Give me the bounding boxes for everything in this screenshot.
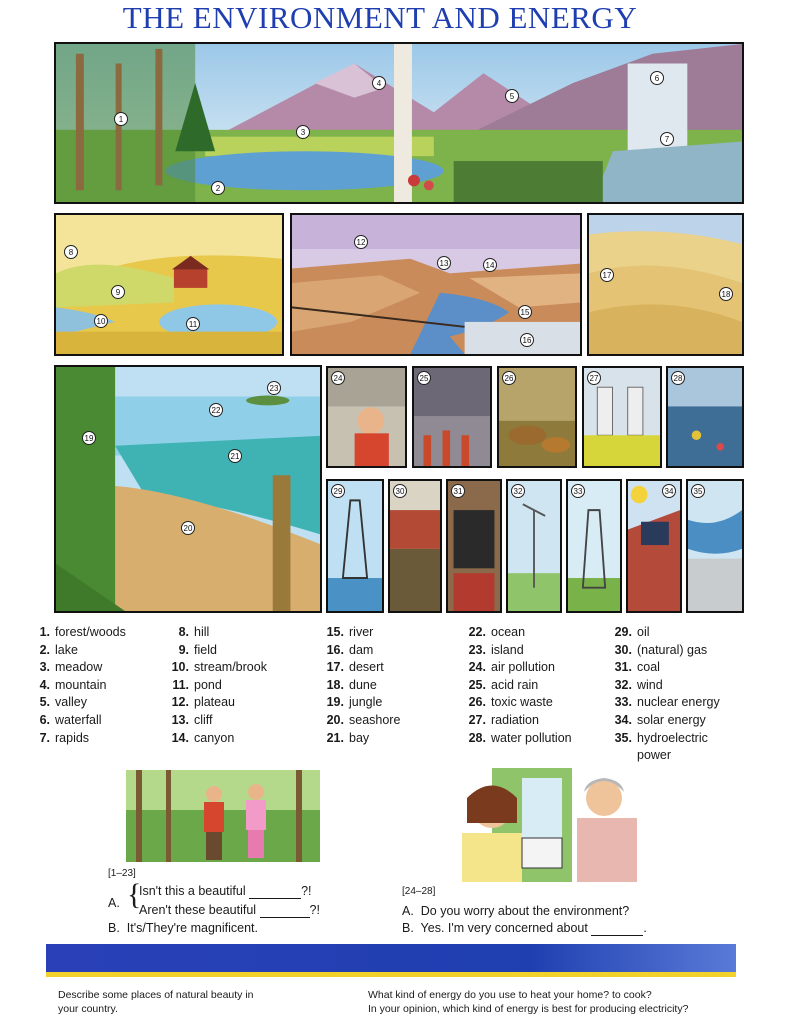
vocab-number: 22. (468, 625, 486, 639)
dialog-left-blank-1 (249, 884, 301, 899)
vocab-number: 19. (326, 695, 344, 710)
landscape-illustration (56, 44, 742, 202)
vocab-word: hill (194, 625, 210, 639)
seashore-panel (54, 365, 322, 613)
vocab-item (167, 624, 267, 642)
vocab-number: 25. (468, 677, 486, 692)
vocab-item (464, 712, 572, 730)
vocab-item (610, 659, 720, 677)
marker-21: 21 (228, 449, 242, 463)
vocab-number: 2. (39, 642, 50, 657)
vocab-number: 11. (172, 677, 189, 692)
oil-illustration (328, 481, 382, 611)
hydroelectric-power-illustration (688, 481, 742, 611)
wind-illustration (508, 481, 560, 611)
coal-illustration (448, 481, 500, 611)
vocab-word: island (491, 642, 524, 657)
marker-4: 4 (372, 76, 386, 90)
page-title: THE ENVIRONMENT AND ENERGY (122, 0, 638, 35)
vocab-item (322, 730, 400, 748)
landscape-panel (54, 42, 744, 204)
vocab-item (322, 659, 400, 677)
dialog-right-blank (591, 921, 643, 936)
vocab-column-2 (167, 624, 267, 747)
vocab-item (610, 624, 720, 642)
vocab-item (167, 677, 267, 695)
vocab-word: waterfall (55, 712, 102, 727)
vocab-item (610, 712, 720, 730)
vocab-word: radiation (491, 712, 539, 727)
vocab-item (464, 677, 572, 695)
vocab-word: valley (55, 695, 87, 710)
footer-band-stripe (46, 972, 736, 977)
dialog-left-a-line1-end: ?! (301, 884, 312, 898)
vocab-item (28, 712, 126, 730)
dialog-left-range: [1–23] (108, 868, 136, 879)
acid-rain-panel (412, 366, 492, 468)
dialog-left-a-line2-text: Aren't these beautiful (139, 903, 257, 917)
neighbors-illustration (432, 768, 644, 882)
vocab-item (464, 659, 572, 677)
vocab-number: 33. (614, 695, 632, 710)
vocab-word: jungle (349, 695, 383, 710)
vocab-column-5 (610, 624, 720, 765)
vocab-word: field (194, 642, 217, 657)
marker-26: 26 (502, 371, 516, 385)
vocab-item (464, 642, 572, 660)
vocab-number: 4. (39, 677, 50, 692)
vocab-item (167, 694, 267, 712)
vocab-word: dune (349, 677, 377, 692)
question-right (368, 988, 688, 1016)
marker-22: 22 (209, 403, 223, 417)
vocab-item (610, 677, 720, 695)
marker-12: 12 (354, 235, 368, 249)
question-left-line-1: Describe some places of natural beauty in (58, 989, 254, 1001)
solar-energy-illustration (628, 481, 680, 611)
marker-35: 35 (691, 484, 705, 498)
vocab-number: 3. (39, 660, 50, 675)
vocab-number: 8. (178, 625, 189, 639)
marker-30: 30 (393, 484, 407, 498)
vocab-word: plateau (194, 695, 236, 710)
marker-15: 15 (518, 305, 532, 319)
vocab-number: 31. (614, 660, 632, 675)
vocab-number: 6. (39, 712, 50, 727)
vocab-word: water pollution (491, 730, 572, 745)
vocab-item (464, 730, 572, 748)
dialog-left-b (108, 921, 258, 935)
vocab-item (28, 659, 126, 677)
vocab-number: 9. (178, 642, 189, 657)
dialog-right-b-text: Yes. I'm very concerned about (420, 921, 588, 935)
vocab-number: 30. (614, 642, 632, 657)
vocab-number: 10. (171, 660, 189, 675)
vocab-word: canyon (194, 730, 235, 745)
vocab-word: forest/woods (55, 625, 126, 639)
marker-28: 28 (671, 371, 685, 385)
marker-1: 1 (114, 112, 128, 126)
vocab-number: 16. (326, 642, 344, 657)
marker-5: 5 (505, 89, 519, 103)
vocab-item (464, 694, 572, 712)
vocab-item (167, 659, 267, 677)
vocab-word: power (637, 748, 672, 763)
marker-19: 19 (82, 431, 96, 445)
marker-9: 9 (111, 285, 125, 299)
dialog-right-b-label: B. (402, 921, 414, 935)
vocab-item (28, 642, 126, 660)
marker-32: 32 (511, 484, 525, 498)
coal-panel (446, 479, 502, 613)
marker-11: 11 (186, 317, 200, 331)
dialog-left-a-line1 (139, 884, 312, 899)
vocab-item (464, 624, 572, 642)
question-left-line-2: your country. (58, 1003, 118, 1015)
marker-2: 2 (211, 181, 225, 195)
marker-8: 8 (64, 245, 78, 259)
vocab-word: wind (637, 677, 663, 692)
marker-17: 17 (600, 268, 614, 282)
vocab-number: 32. (614, 677, 632, 692)
radiation-panel (582, 366, 662, 468)
desert-panel (587, 213, 744, 356)
vocab-column-1 (28, 624, 126, 747)
marker-25: 25 (417, 371, 431, 385)
vocab-item (322, 677, 400, 695)
hydroelectric-power-panel (686, 479, 744, 613)
vocab-word: meadow (55, 660, 103, 675)
vocab-word: acid rain (491, 677, 539, 692)
vocab-number: 18. (326, 677, 344, 692)
vocab-word: solar energy (637, 712, 706, 727)
vocab-item (28, 624, 126, 642)
vocab-item (322, 694, 400, 712)
vocab-number: 29. (614, 625, 632, 639)
marker-34: 34 (662, 484, 676, 498)
vocab-number: 13. (171, 712, 189, 727)
water-pollution-panel (666, 366, 744, 468)
vocab-word: river (349, 625, 374, 639)
hikers-illustration-frame (126, 770, 320, 862)
vocab-word: nuclear energy (637, 695, 720, 710)
dialog-left-a-line2-end: ?! (309, 903, 320, 917)
vocab-column-4 (464, 624, 572, 747)
seashore-illustration (56, 367, 320, 611)
vocab-item (610, 730, 720, 748)
footer-band (46, 944, 736, 972)
vocab-word: stream/brook (194, 660, 267, 675)
vocab-number: 1. (39, 625, 50, 639)
vocab-word: coal (637, 660, 660, 675)
vocab-word: oil (637, 625, 650, 639)
oil-panel (326, 479, 384, 613)
question-right-line-2: In your opinion, which kind of energy is best for producing electricity? (368, 1003, 689, 1015)
vocab-word: dam (349, 642, 374, 657)
vocab-word: rapids (55, 730, 90, 745)
marker-7: 7 (660, 132, 674, 146)
vocab-number: 20. (326, 712, 344, 727)
vocab-number: 28. (468, 730, 486, 745)
nuclear-energy-panel (566, 479, 622, 613)
vocab-number: 26. (468, 695, 486, 710)
question-right-line-1: What kind of energy do you use to heat your home? to cook? (368, 989, 652, 1001)
marker-16: 16 (520, 333, 534, 347)
vocab-item (610, 642, 720, 660)
dialog-left-a-line2 (139, 903, 320, 918)
marker-23: 23 (267, 381, 281, 395)
vocab-word: hydroelectric (637, 730, 708, 745)
nuclear-energy-illustration (568, 481, 620, 611)
vocab-word: lake (55, 642, 78, 657)
dialog-right-range: [24–28] (402, 886, 436, 897)
marker-6: 6 (650, 71, 664, 85)
vocab-number: 12. (171, 695, 189, 710)
marker-14: 14 (483, 258, 497, 272)
marker-20: 20 (181, 521, 195, 535)
canyon-illustration (292, 215, 580, 354)
marker-24: 24 (331, 371, 345, 385)
vocab-column-3 (322, 624, 400, 747)
vocab-item (167, 642, 267, 660)
vocab-number: 34. (614, 712, 632, 727)
gas-panel (388, 479, 442, 613)
vocab-word: toxic waste (491, 695, 553, 710)
vocab-number: 23. (468, 642, 486, 657)
vocab-number: 24. (468, 660, 486, 675)
dialog-right-b (402, 921, 647, 936)
marker-13: 13 (437, 256, 451, 270)
dialog-left-b-label: B. (108, 921, 120, 935)
vocab-word: (natural) gas (637, 642, 708, 657)
gas-illustration (390, 481, 440, 611)
vocab-item (610, 694, 720, 712)
vocab-word: desert (349, 660, 384, 675)
toxic-waste-panel (497, 366, 577, 468)
countryside-illustration (56, 215, 282, 354)
dialog-right-a (402, 904, 629, 918)
vocab-word: cliff (194, 712, 213, 727)
dialog-right-a-label: A. (402, 904, 414, 918)
dialog-left-a-line1-text: Isn't this a beautiful (139, 884, 246, 898)
marker-3: 3 (296, 125, 310, 139)
marker-29: 29 (331, 484, 345, 498)
desert-illustration (589, 215, 742, 354)
dialog-right-a-text: Do you worry about the environment? (420, 904, 630, 918)
vocab-item (28, 730, 126, 748)
vocab-word: pond (194, 677, 222, 692)
vocab-word: bay (349, 730, 370, 745)
vocab-word: seashore (349, 712, 401, 727)
dialog-left-brace: { (127, 878, 142, 911)
dialog-right-b-end: . (643, 921, 647, 935)
canyon-panel (290, 213, 582, 356)
vocab-item (167, 730, 267, 748)
vocab-item (167, 712, 267, 730)
marker-33: 33 (571, 484, 585, 498)
vocab-number: 14. (171, 730, 189, 745)
vocab-word: ocean (491, 625, 526, 639)
vocab-item (322, 642, 400, 660)
hikers-illustration (126, 770, 320, 862)
vocab-item-continuation (610, 747, 720, 765)
vocab-item (28, 677, 126, 695)
vocab-number: 17. (326, 660, 344, 675)
marker-10: 10 (94, 314, 108, 328)
air-pollution-panel (326, 366, 407, 468)
marker-31: 31 (451, 484, 465, 498)
dialog-left-a-label: A. (108, 896, 120, 910)
dialog-left-b-text: It's/They're magnificent. (126, 921, 258, 935)
vocab-word: air pollution (491, 660, 555, 675)
marker-18: 18 (719, 287, 733, 301)
vocab-item (28, 694, 126, 712)
solar-energy-panel (626, 479, 682, 613)
neighbors-illustration-frame (432, 768, 644, 882)
wind-panel (506, 479, 562, 613)
vocab-number: 27. (468, 712, 486, 727)
vocab-number: 35. (614, 730, 632, 745)
vocab-item (322, 624, 400, 642)
dialog-left-blank-2 (260, 903, 310, 918)
vocab-number: 15. (326, 625, 344, 639)
vocab-word: mountain (55, 677, 107, 692)
question-left (58, 988, 254, 1016)
vocab-number: 7. (39, 730, 50, 745)
vocab-number: 5. (39, 695, 50, 710)
countryside-panel (54, 213, 284, 356)
vocab-item (322, 712, 400, 730)
vocab-number: 21. (326, 730, 344, 745)
marker-27: 27 (587, 371, 601, 385)
